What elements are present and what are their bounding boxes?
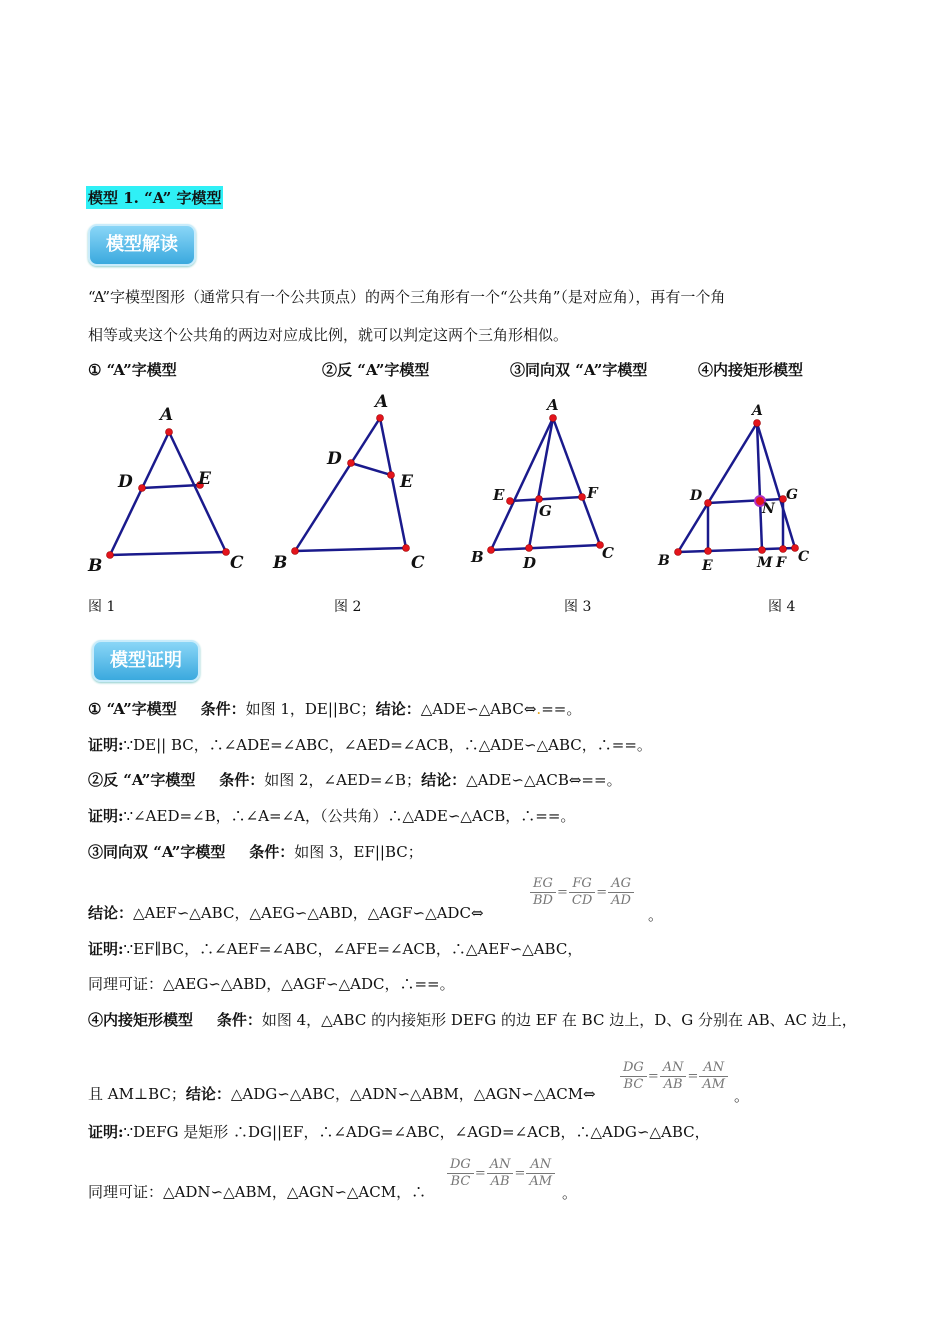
figure-caption-1: 图 1 <box>88 599 116 615</box>
model3-fraction-chain: $\frac{EG}{BD}$ = $\frac{FG}{CD}$ = $\frac{AG}{AD}$ <box>530 876 634 909</box>
model3-conclusion: 结论：△AEF∽△ABC，△AEG∽△ABD，△AGF∽△ADC⇔ <box>88 904 484 922</box>
fig3-label-d: D <box>523 554 537 572</box>
model4-proof: 证明:∵DEFG 是矩形 ∴DG||EF，∴∠ADG=∠ABC，∠AGD=∠ACB，∴△ADG∽△ABC， <box>88 1123 710 1141</box>
model-proof-badge: 模型证明 <box>92 640 200 682</box>
model4-fraction-chain: $\frac{DG}{BC}$ = $\frac{AN}{AB}$ = $\frac{AN}{AM}$ <box>620 1060 728 1093</box>
fig4-label-f: F <box>776 555 786 571</box>
fig1-label-d: D <box>118 472 133 492</box>
fig2-label-c: C <box>411 553 425 573</box>
fig3-label-g: G <box>539 502 552 520</box>
model4-same-fraction-chain: $\frac{DG}{BC}$ = $\frac{AN}{AB}$ = $\frac{AN}{AM}$ <box>447 1157 555 1190</box>
fig4-label-n: N <box>762 501 775 517</box>
model1-proof: 证明:∵DE|| BC，∴∠ADE=∠ABC，∠AED=∠ACB，∴△ADE∽△ABC，∴==。 <box>88 736 652 754</box>
fig4-label-a: A <box>752 403 763 419</box>
figure-2 <box>265 390 445 580</box>
model4-statement: ④内接矩形模型 条件：如图 4，△ABC 的内接矩形 DEFG 的边 EF 在 BC 边上，D、G 分别在 AB、AC 边上， <box>88 1011 857 1029</box>
fig4-label-d: D <box>690 488 703 504</box>
fig2-label-e: E <box>400 472 413 492</box>
fig2-label-d: D <box>327 449 342 469</box>
fig4-label-c: C <box>798 549 810 565</box>
model3-conclusion-end: 。 <box>648 906 664 924</box>
fig3-label-e: E <box>493 486 505 504</box>
model4-same-proof: 同理可证：△ADN∽△ABM，△AGN∽△ACM，∴ <box>88 1183 427 1201</box>
fig3-label-a: A <box>547 396 559 414</box>
model4-conclusion-end: 。 <box>734 1087 750 1105</box>
model4-same-end: 。 <box>562 1184 578 1202</box>
fig4-label-g: G <box>786 487 798 503</box>
figure-caption-2: 图 2 <box>334 599 362 615</box>
fig4-label-m: M <box>757 555 773 571</box>
model2-statement: ②反 “A”字模型 条件：如图 2，∠AED=∠B；结论：△ADE∽△ACB⇔==。 <box>88 771 622 789</box>
fig1-label-a: A <box>160 405 174 425</box>
intro-line-1: “A”字模型图形（通常只有一个公共顶点）的两个三角形有一个“公共角”（是对应角），再有一个角 <box>88 288 726 306</box>
intro-line-2: 相等或夹这个公共角的两边对应成比例，就可以判定这两个三角形相似。 <box>88 326 569 344</box>
fig4-label-b: B <box>658 553 670 569</box>
model4-conclusion: 且 AM⊥BC；结论：△ADG∽△ABC，△ADN∽△ABM，△AGN∽△ACM⇔ <box>88 1085 596 1103</box>
model-interpret-badge: 模型解读 <box>88 224 196 266</box>
figure-4 <box>650 395 830 580</box>
model3-same-proof: 同理可证：△AEG∽△ABD，△AGF∽△ADC，∴==。 <box>88 975 455 993</box>
model3-proof: 证明:∵EF∥BC，∴∠AEF=∠ABC，∠AFE=∠ACB，∴△AEF∽△ABC， <box>88 940 583 958</box>
fig1-label-e: E <box>198 469 211 489</box>
model1-statement: ① “A”字模型 条件：如图 1，DE||BC；结论：△ADE∽△ABC⇔.==。 <box>88 700 582 718</box>
fig2-label-a: A <box>375 392 389 412</box>
model3-statement: ③同向双 “A”字模型 条件：如图 3，EF||BC； <box>88 843 423 861</box>
fig3-label-c: C <box>602 544 614 562</box>
model-label-4: ④内接矩形模型 <box>698 361 804 379</box>
fig3-label-f: F <box>587 484 598 502</box>
figure-3 <box>465 390 635 580</box>
section-heading: 模型 1. “A” 字模型 <box>86 186 223 209</box>
figure-caption-3: 图 3 <box>564 599 592 615</box>
figure-caption-4: 图 4 <box>768 599 796 615</box>
model-label-3: ③同向双 “A”字模型 <box>510 361 648 379</box>
fig1-label-b: B <box>88 556 103 576</box>
figure-1 <box>80 395 260 585</box>
fig3-label-b: B <box>471 548 484 566</box>
model-label-2: ②反 “A”字模型 <box>322 361 430 379</box>
fig1-label-c: C <box>230 553 244 573</box>
fig4-label-e: E <box>702 558 713 574</box>
model2-proof: 证明:∵∠AED=∠B，∴∠A=∠A，（公共角）∴△ADE∽△ACB，∴==。 <box>88 807 576 825</box>
fig2-label-b: B <box>273 553 288 573</box>
model-label-1: ① “A”字模型 <box>88 361 177 379</box>
